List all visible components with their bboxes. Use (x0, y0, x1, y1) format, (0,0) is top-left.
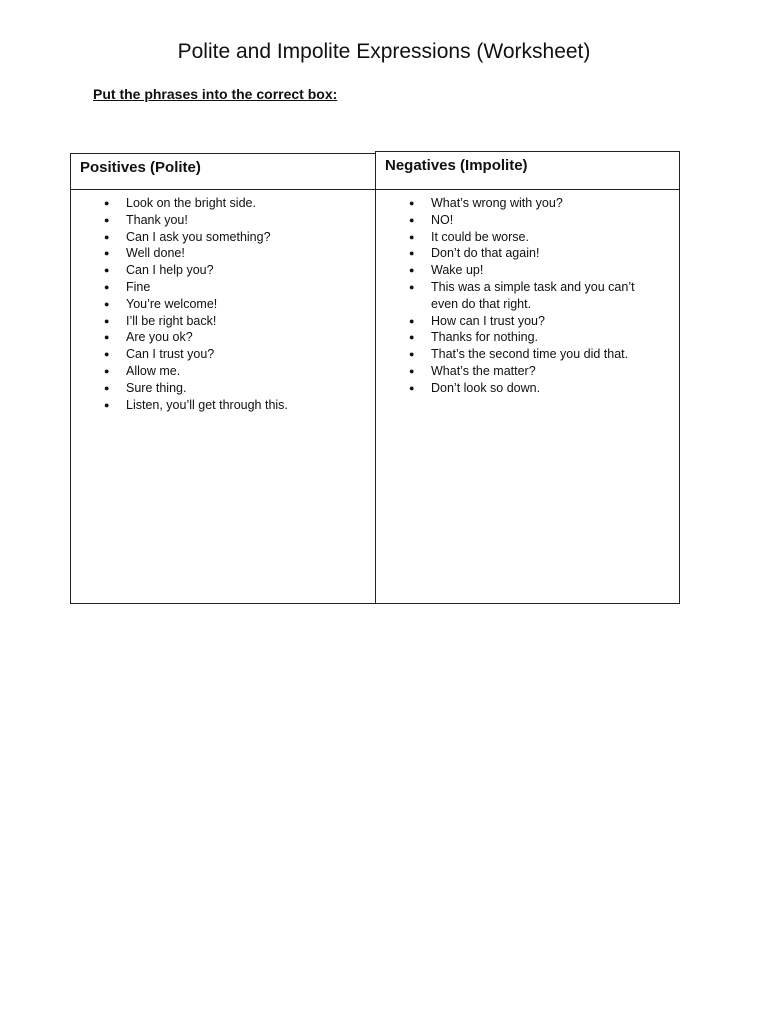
phrase-text: NO! (431, 212, 454, 227)
list-item (71, 329, 375, 346)
phrase-text: Thanks for nothing. (431, 330, 539, 345)
phrase-text: Well done! (126, 246, 185, 261)
list-item (376, 313, 679, 330)
phrase-text: Can I ask you something? (126, 229, 271, 244)
instruction-text: Put the phrases into the correct box: (93, 86, 338, 102)
list-item (71, 195, 375, 212)
bullet-icon: ● (409, 332, 415, 343)
bullet-icon: ● (104, 281, 110, 292)
bullet-icon: ● (409, 365, 415, 376)
bullet-icon: ● (409, 281, 415, 292)
list-item (71, 229, 375, 246)
bullet-icon: ● (104, 214, 110, 225)
phrase-text: Wake up! (431, 263, 484, 278)
bullet-icon: ● (104, 365, 110, 376)
bullet-icon: ● (409, 248, 415, 259)
list-item (376, 195, 679, 212)
bullet-icon: ● (104, 248, 110, 259)
bullet-icon: ● (409, 214, 415, 225)
list-item (376, 229, 679, 246)
phrase-text: This was a simple task and you can’t even do that right. (431, 279, 635, 311)
list-item (376, 380, 679, 397)
phrase-text: Can I trust you? (126, 347, 215, 362)
bullet-icon: ● (104, 349, 110, 360)
list-item (376, 346, 679, 363)
phrase-text: I’ll be right back! (126, 313, 217, 328)
phrase-text: It could be worse. (431, 229, 529, 244)
list-item (71, 397, 375, 414)
negatives-box (375, 151, 680, 604)
worksheet-title: Polite and Impolite Expressions (Worksheet) (177, 40, 591, 63)
bullet-icon: ● (104, 399, 110, 410)
list-item (71, 245, 375, 262)
bullet-icon: ● (104, 315, 110, 326)
list-item (376, 212, 679, 229)
list-item (71, 279, 375, 296)
list-item (376, 329, 679, 346)
phrase-text: Thank you! (126, 212, 188, 227)
bullet-icon: ● (409, 382, 415, 393)
bullet-icon: ● (409, 349, 415, 360)
phrase-text: How can I trust you? (431, 313, 545, 328)
phrase-text: Can I help you? (126, 263, 214, 278)
phrase-text: What’s the matter? (431, 363, 536, 378)
list-item (376, 262, 679, 279)
positives-list (71, 190, 375, 413)
positives-box (70, 153, 376, 604)
bullet-icon: ● (409, 231, 415, 242)
phrase-text: Fine (126, 279, 151, 294)
phrase-text: What’s wrong with you? (431, 196, 563, 210)
list-item (376, 363, 679, 380)
bullet-icon: ● (104, 298, 110, 309)
phrase-text: Don’t look so down. (431, 380, 541, 395)
positives-header: Positives (Polite) (71, 154, 375, 190)
list-item (71, 346, 375, 363)
phrase-text: Sure thing. (126, 380, 187, 395)
list-item (376, 245, 679, 262)
phrase-text: Don’t do that again! (431, 246, 540, 261)
list-item (71, 212, 375, 229)
bullet-icon: ● (104, 198, 110, 208)
bullet-icon: ● (104, 265, 110, 276)
bullet-icon: ● (104, 231, 110, 242)
phrase-text: Are you ok? (126, 330, 193, 345)
list-item (71, 380, 375, 397)
negatives-list (376, 190, 679, 397)
bullet-icon: ● (409, 315, 415, 326)
list-item (71, 363, 375, 380)
list-item (71, 296, 375, 313)
list-item (71, 262, 375, 279)
bullet-icon: ● (409, 265, 415, 276)
phrase-text: Listen, you’ll get through this. (126, 397, 288, 412)
phrase-text: Allow me. (126, 363, 181, 378)
bullet-icon: ● (104, 382, 110, 393)
list-item (71, 313, 375, 330)
phrase-text: That’s the second time you did that. (431, 347, 629, 362)
bullet-icon: ● (409, 198, 415, 208)
list-item (376, 279, 679, 313)
bullet-icon: ● (104, 332, 110, 343)
phrase-text: Look on the bright side. (126, 196, 256, 210)
negatives-header: Negatives (Impolite) (376, 152, 679, 190)
phrase-text: You’re welcome! (126, 296, 218, 311)
